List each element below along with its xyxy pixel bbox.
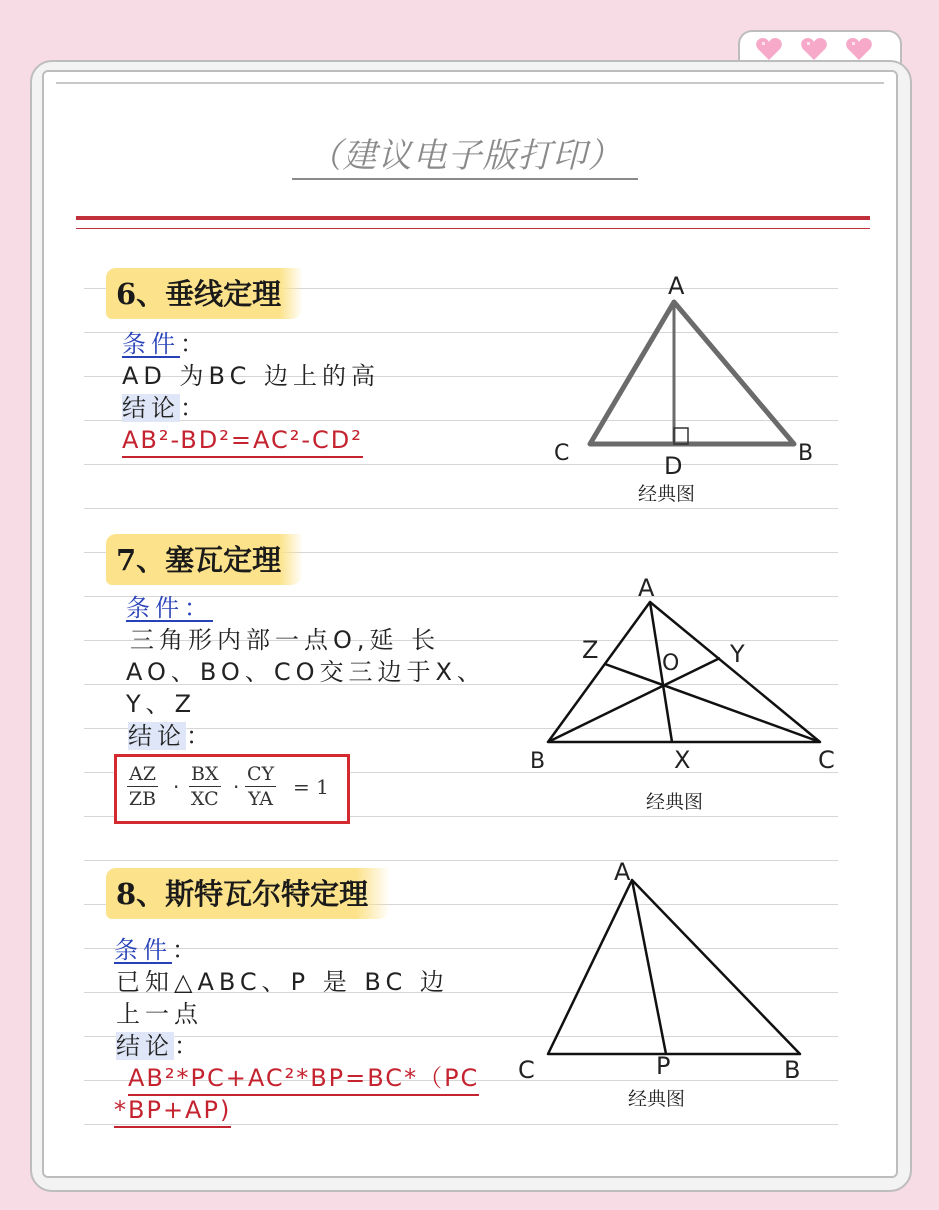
vertex-label-z: Z (582, 636, 599, 664)
condition-heading (114, 934, 201, 966)
vertex-label-a: A (614, 858, 631, 886)
condition-heading (122, 328, 209, 360)
condition-heading (126, 592, 213, 624)
heart-icon (800, 36, 828, 62)
condition-text: AO、BO、CO交三边于X、 (126, 658, 486, 686)
numerator: CY (247, 763, 275, 785)
notebook-page (42, 70, 898, 1178)
ceva-formula-box (114, 754, 350, 824)
denominator: ZB (128, 788, 157, 810)
conclusion-formula: AB²-BD²=AC²-CD² (122, 424, 363, 458)
page-subtitle: （建议电子版打印） (292, 134, 638, 180)
red-divider (76, 216, 870, 220)
condition-colon: ： (172, 936, 201, 964)
heart-icon (845, 36, 873, 62)
fraction-cy-ya (245, 762, 276, 811)
condition-text: Y、Z (126, 690, 197, 718)
condition-text: 上一点 (116, 1000, 203, 1028)
vertex-label-y: Y (730, 640, 745, 668)
multiply-dot: · (173, 775, 180, 799)
conclusion-formula: AB²*PC+AC²*BP=BC*（PC (128, 1062, 479, 1096)
conclusion-label: 结论 (116, 1032, 174, 1060)
condition-label: 条件 (114, 936, 172, 964)
vertex-label-c: C (818, 746, 835, 774)
conclusion-heading (116, 1030, 203, 1062)
denominator: XC (190, 788, 219, 810)
conclusion-label: 结论 (128, 722, 186, 750)
conclusion-colon: ： (180, 394, 209, 422)
conclusion-heading (122, 392, 209, 424)
red-divider-thin (76, 228, 870, 229)
vertex-label-x: X (674, 746, 691, 774)
section-title-ceva-theorem: 7、塞瓦定理 (106, 534, 303, 585)
formula-result: = 1 (293, 775, 329, 799)
vertex-label-c: C (554, 441, 570, 466)
fraction-az-zb (127, 762, 158, 811)
figure-ceva-triangle (528, 572, 858, 832)
conclusion-label: 结论 (122, 394, 180, 422)
condition-text: AD 为BC 边上的高 (122, 362, 380, 390)
vertex-label-a: A (638, 574, 655, 602)
conclusion-formula: *BP+AP) (114, 1094, 231, 1128)
vertex-label-b: B (798, 441, 814, 466)
fraction-bx-xc (189, 762, 221, 811)
vertex-label-a: A (668, 272, 685, 300)
multiply-dot: · (233, 775, 240, 799)
conclusion-colon: ： (186, 722, 215, 750)
figure-caption: 经典图 (628, 1088, 686, 1110)
figure-stewart-triangle (514, 852, 824, 1112)
figure-perpendicular-triangle (534, 262, 834, 512)
conclusion-colon: ： (174, 1032, 203, 1060)
denominator: YA (248, 788, 273, 810)
vertex-label-o: O (662, 651, 680, 676)
condition-label: 条件： (126, 594, 213, 622)
section-title-perpendicular-theorem: 6、垂线定理 (106, 268, 303, 319)
condition-text: 三角形内部一点O,延 长 (130, 626, 441, 654)
numerator: BX (191, 763, 219, 785)
vertex-label-d: D (664, 452, 683, 480)
figure-caption: 经典图 (638, 483, 696, 505)
condition-label: 条件 (122, 330, 180, 358)
vertex-label-b: B (530, 749, 546, 774)
conclusion-heading (128, 720, 215, 752)
figure-caption: 经典图 (646, 791, 704, 813)
condition-colon: ： (180, 330, 209, 358)
vertex-label-p: P (656, 1052, 671, 1080)
vertex-label-c: C (518, 1056, 535, 1084)
vertex-label-b: B (784, 1056, 801, 1084)
heart-icon (755, 36, 783, 62)
numerator: AZ (129, 763, 156, 785)
section-title-stewart-theorem: 8、斯特瓦尔特定理 (106, 868, 390, 919)
condition-text: 已知△ABC、P 是 BC 边 (116, 968, 449, 996)
top-divider (56, 82, 884, 84)
